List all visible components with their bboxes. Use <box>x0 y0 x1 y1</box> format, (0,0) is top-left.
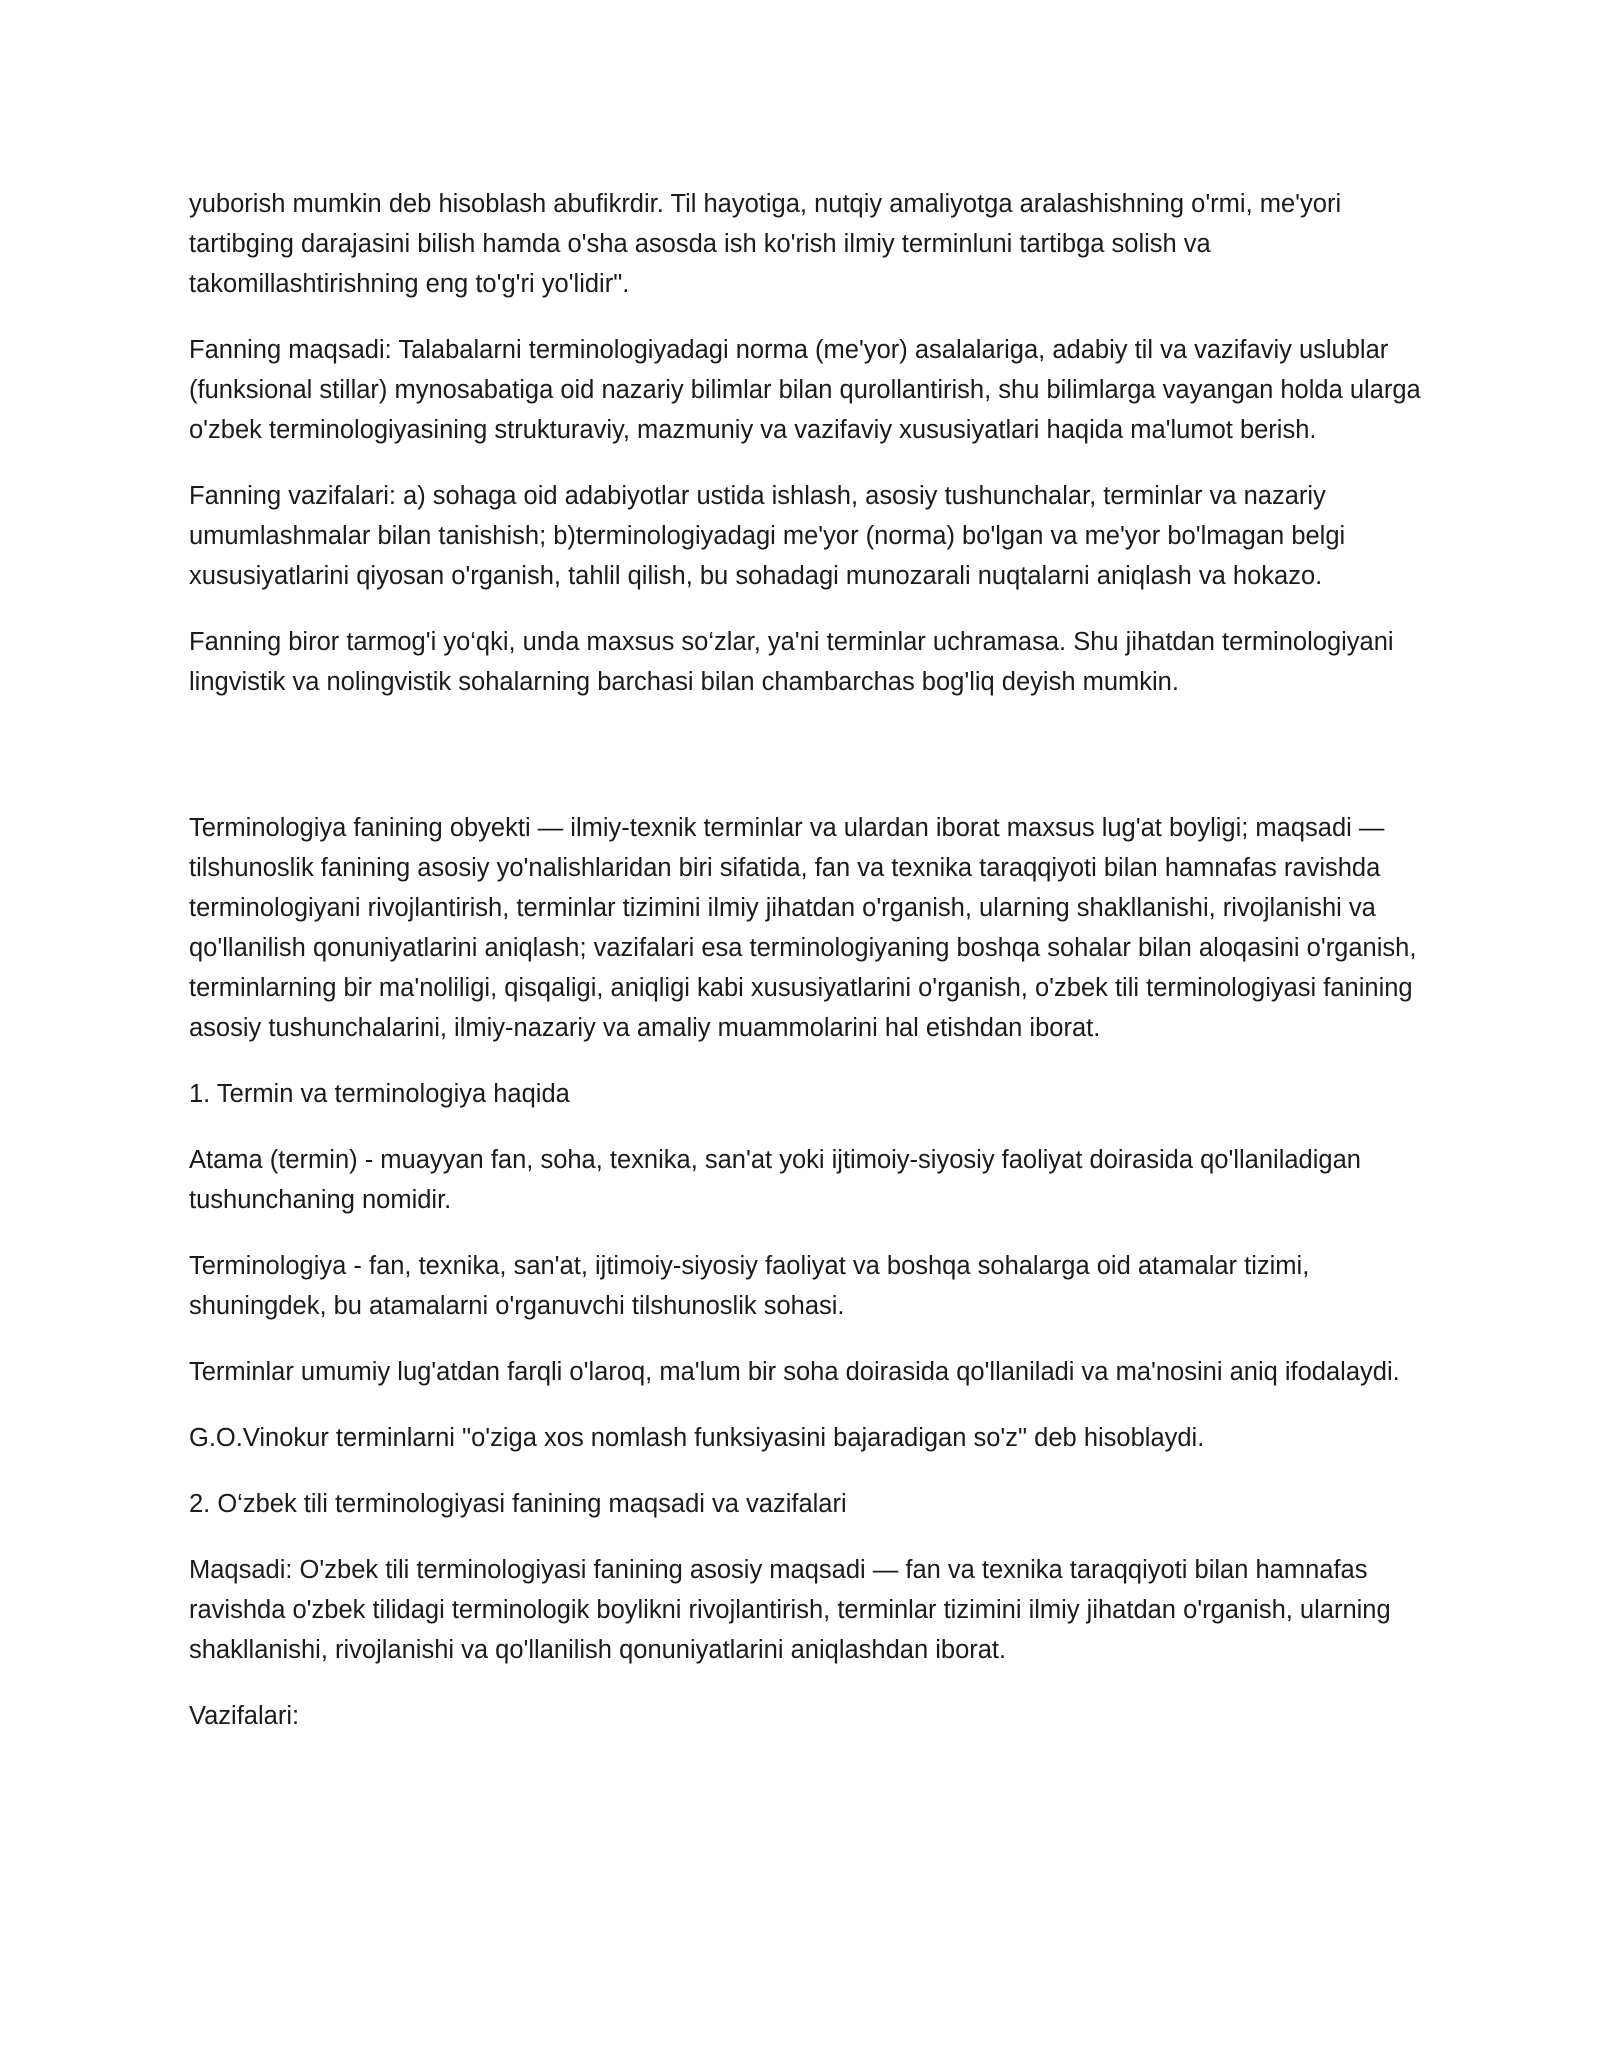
document-body <box>189 184 1429 1762</box>
paragraph-terms-vs-lexicon: Terminlar umumiy lug'atdan farqli o'laroq, ma'lum bir soha doirasida qo'llaniladi va ma'nosini aniq ifodalaydi. <box>189 1358 1400 1386</box>
paragraph-terminology-definition: Terminologiya - fan, texnika, san'at, ijtimoiy-siyosiy faoliyat va boshqa sohalarga oid atamalar tizimi, shuningdek, bu atamalarni o'rganuvchi tilshunoslik sohasi. <box>189 1252 1310 1320</box>
section-heading-2: 2. O‘zbek tili terminologiyasi fanining maqsadi va vazifalari <box>189 1490 847 1518</box>
paragraph-course-tasks: Fanning vazifalari: a) sohaga oid adabiyotlar ustida ishlash, asosiy tushunchalar, terminlar va nazariy umumlashmalar bilan tanishish; b)terminologiyadagi me'yor (norma) bo'lgan va me'yor bo'lmagan belgi xususiyatlarini qiyosan o'rganish, tahlil qilish, bu sohadagi munozarali nuqtalarni aniqlash va hokazo. <box>189 482 1346 590</box>
paragraph-course-goal: Fanning maqsadi: Talabalarni terminologiyadagi norma (me'yor) asalalariga, adabiy til va vazifaviy uslublar (funksional stillar) mynosabatiga oid nazariy bilimlar bilan qurollantirish, shu bilimlarga vayangan holda ularga o'zbek terminologiyasining strukturaviy, mazmuniy va vazifaviy xususiyatlari haqida ma'lumot berish. <box>189 336 1421 444</box>
paragraph-terms-everywhere: Fanning biror tarmog'i yo‘qki, unda maxsus so‘zlar, ya'ni terminlar uchramasa. Shu jihatdan terminologiyani lingvistik va nolingvistik sohalarning barchasi bilan chambarchas bog'liq deyish mumkin. <box>189 628 1394 696</box>
paragraph-vinokur: G.O.Vinokur terminlarni "o'ziga xos nomlash funksiyasini bajaradigan so'z" deb hisoblaydi. <box>189 1424 1205 1452</box>
section-heading-1: 1. Termin va terminologiya haqida <box>189 1080 570 1108</box>
paragraph-goal: Maqsadi: O'zbek tili terminologiyasi fanining asosiy maqsadi — fan va texnika taraqqiyoti bilan hamnafas ravishda o'zbek tilidagi terminologik boylikni rivojlantirish, terminlar tizimini ilmiy jihatdan o'rganish, ularning shakllanishi, rivojlanishi va qo'llanilish qonuniyatlarini aniqlashdan iborat. <box>189 1556 1391 1664</box>
paragraph-term-definition: Atama (termin) - muayyan fan, soha, texnika, san'at yoki ijtimoiy-siyosiy faoliyat doirasida qo'llaniladigan tushunchaning nomidir. <box>189 1146 1361 1214</box>
paragraph-quote-ending: yuborish mumkin deb hisoblash abufikrdir. Til hayotiga, nutqiy amaliyotga aralashishning o'rmi, me'yori tartibging darajasini bilish hamda o'sha asosda ish ko'rish ilmiy terminluni tartibga solish va takomillashtirishning eng to'g'ri yo'lidir". <box>189 190 1342 298</box>
paragraph-object-goal-tasks: Terminologiya fanining obyekti — ilmiy-texnik terminlar va ulardan iborat maxsus lug'at boyligi; maqsadi — tilshunoslik fanining asosiy yo'nalishlaridan biri sifatida, fan va texnika taraqqiyoti bilan hamnafas ravishda terminologiyani rivojlantirish, terminlar tizimini ilmiy jihatdan o'rganish, ularning shakllanishi, rivojlanishi va qo'llanilish qonuniyatlarini aniqlash; vazifalari esa terminologiyaning boshqa sohalar bilan aloqasini o'rganish, terminlarning bir ma'noliligi, qisqaligi, aniqligi kabi xususiyatlarini o'rganish, o'zbek tili terminologiyasi fanining asosiy tushunchalarini, ilmiy-nazariy va amaliy muammolarini hal etishdan iborat. <box>189 814 1417 1042</box>
paragraph-tasks-label: Vazifalari: <box>189 1702 300 1730</box>
